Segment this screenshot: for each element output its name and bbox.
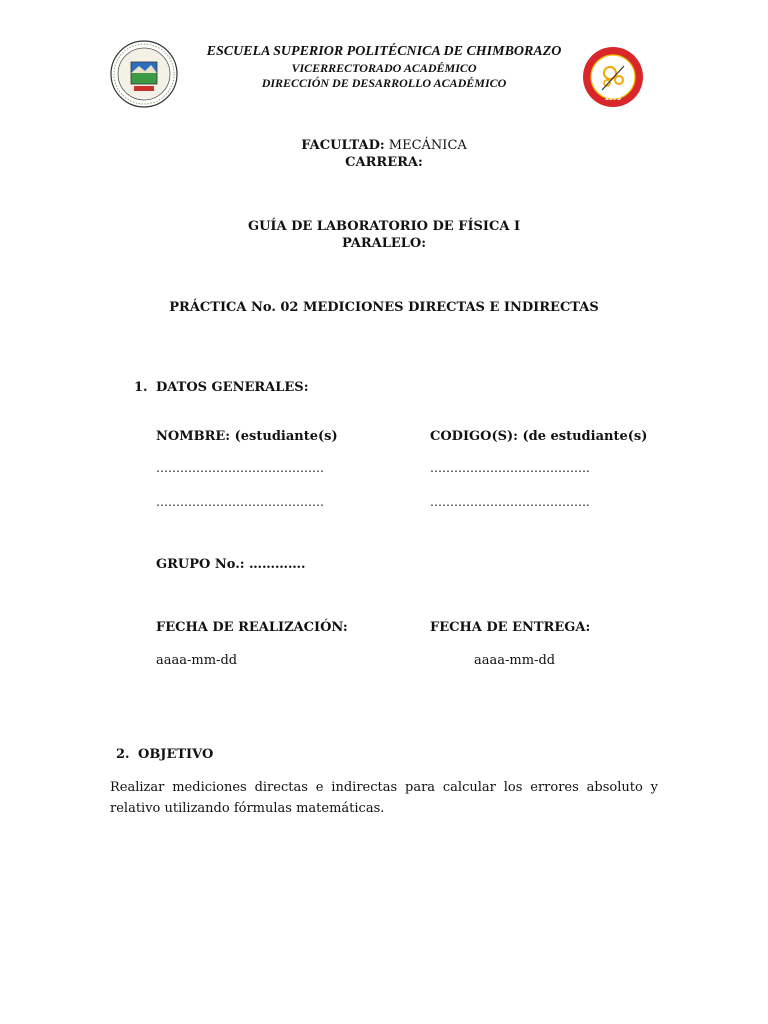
direccion: DIRECCIÓN DE DESARROLLO ACADÉMICO	[261, 76, 507, 90]
codigo-field-1[interactable]: ………………………………….	[430, 461, 590, 475]
guia-title: GUÍA DE LABORATORIO DE FÍSICA I	[247, 219, 521, 234]
fecha-entrega-label: FECHA DE ENTREGA:	[430, 620, 591, 635]
section2-title: OBJETIVO	[138, 747, 214, 762]
section1-number: 1.	[134, 380, 148, 395]
nombre-label: NOMBRE: (estudiante(s)	[156, 429, 338, 444]
paralelo-label: PARALELO:	[341, 236, 427, 251]
grupo-field[interactable]: GRUPO No.: ………….	[156, 557, 306, 572]
facultad-label: FACULTAD:	[301, 138, 385, 153]
codigo-field-2[interactable]: ………………………………….	[430, 495, 590, 509]
fecha-realizacion-value[interactable]: aaaa-mm-dd	[156, 653, 238, 668]
section1-title: DATOS GENERALES:	[156, 380, 309, 395]
logo-year: 1973	[604, 95, 622, 102]
codigo-label: CODIGO(S): (de estudiante(s)	[430, 429, 648, 444]
facultad-value: MECÁNICA	[388, 138, 467, 153]
vicerrectorado: VICERRECTORADO ACADÉMICO	[291, 61, 477, 75]
institution-name: ESCUELA SUPERIOR POLITÉCNICA DE CHIMBORAZO	[206, 44, 562, 59]
fecha-realizacion-label: FECHA DE REALIZACIÓN:	[156, 620, 348, 635]
section2-number: 2.	[116, 747, 130, 762]
practica-title: PRÁCTICA No. 02 MEDICIONES DIRECTAS E INDIRECTAS	[169, 300, 599, 315]
carrera-label: CARRERA:	[345, 155, 423, 170]
facultad-line	[0, 138, 768, 153]
nombre-field-1[interactable]: ……………………………………	[156, 461, 324, 475]
fecha-entrega-value[interactable]: aaaa-mm-dd	[474, 653, 556, 668]
nombre-field-2[interactable]: ……………………………………	[156, 495, 324, 509]
objetivo-text: Realizar mediciones directas e indirectas para calcular los errores absoluto y relativo utilizando fórmulas matemáticas.	[110, 780, 658, 816]
